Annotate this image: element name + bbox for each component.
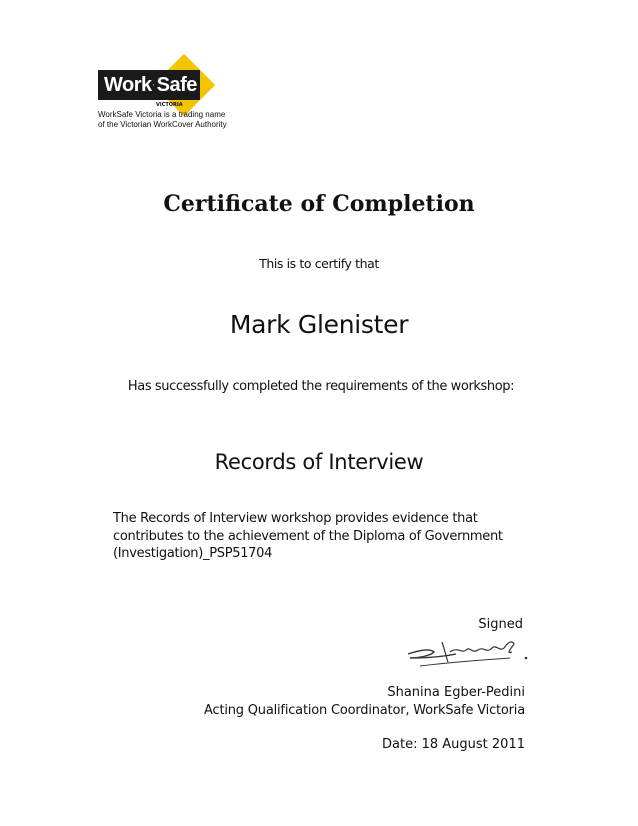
completed-text: Has successfully completed the requirements of the workshop: xyxy=(127,379,515,394)
workshop-name: Records of Interview xyxy=(214,450,424,474)
logo-safe-text: Safe xyxy=(154,70,200,100)
logo-sub-text: VICTORIA xyxy=(156,102,183,108)
logo-caption: WorkSafe Victoria is a trading name of the Victorian WorkCover Authority xyxy=(98,110,227,129)
certificate-title: Certificate of Completion xyxy=(163,191,475,217)
logo-wordmark xyxy=(98,68,234,102)
signer-name: Shanina Egber-Pedini xyxy=(387,685,525,700)
signature-image xyxy=(400,632,540,670)
logo-safe-block xyxy=(156,68,234,102)
certify-text: This is to certify that xyxy=(259,256,379,271)
signed-label: Signed xyxy=(478,617,523,632)
recipient-name: Mark Glenister xyxy=(229,310,409,339)
worksafe-logo xyxy=(98,68,248,140)
signer-role: Acting Qualification Coordinator, WorkSafe Victoria xyxy=(204,703,525,718)
workshop-description: The Records of Interview workshop provides evidence that contributes to the achievement of the Diploma of Government (Investigation)_PSP51704 xyxy=(113,511,503,561)
certificate-date: Date: 18 August 2011 xyxy=(382,737,525,752)
logo-work-text: Work xyxy=(98,70,156,100)
